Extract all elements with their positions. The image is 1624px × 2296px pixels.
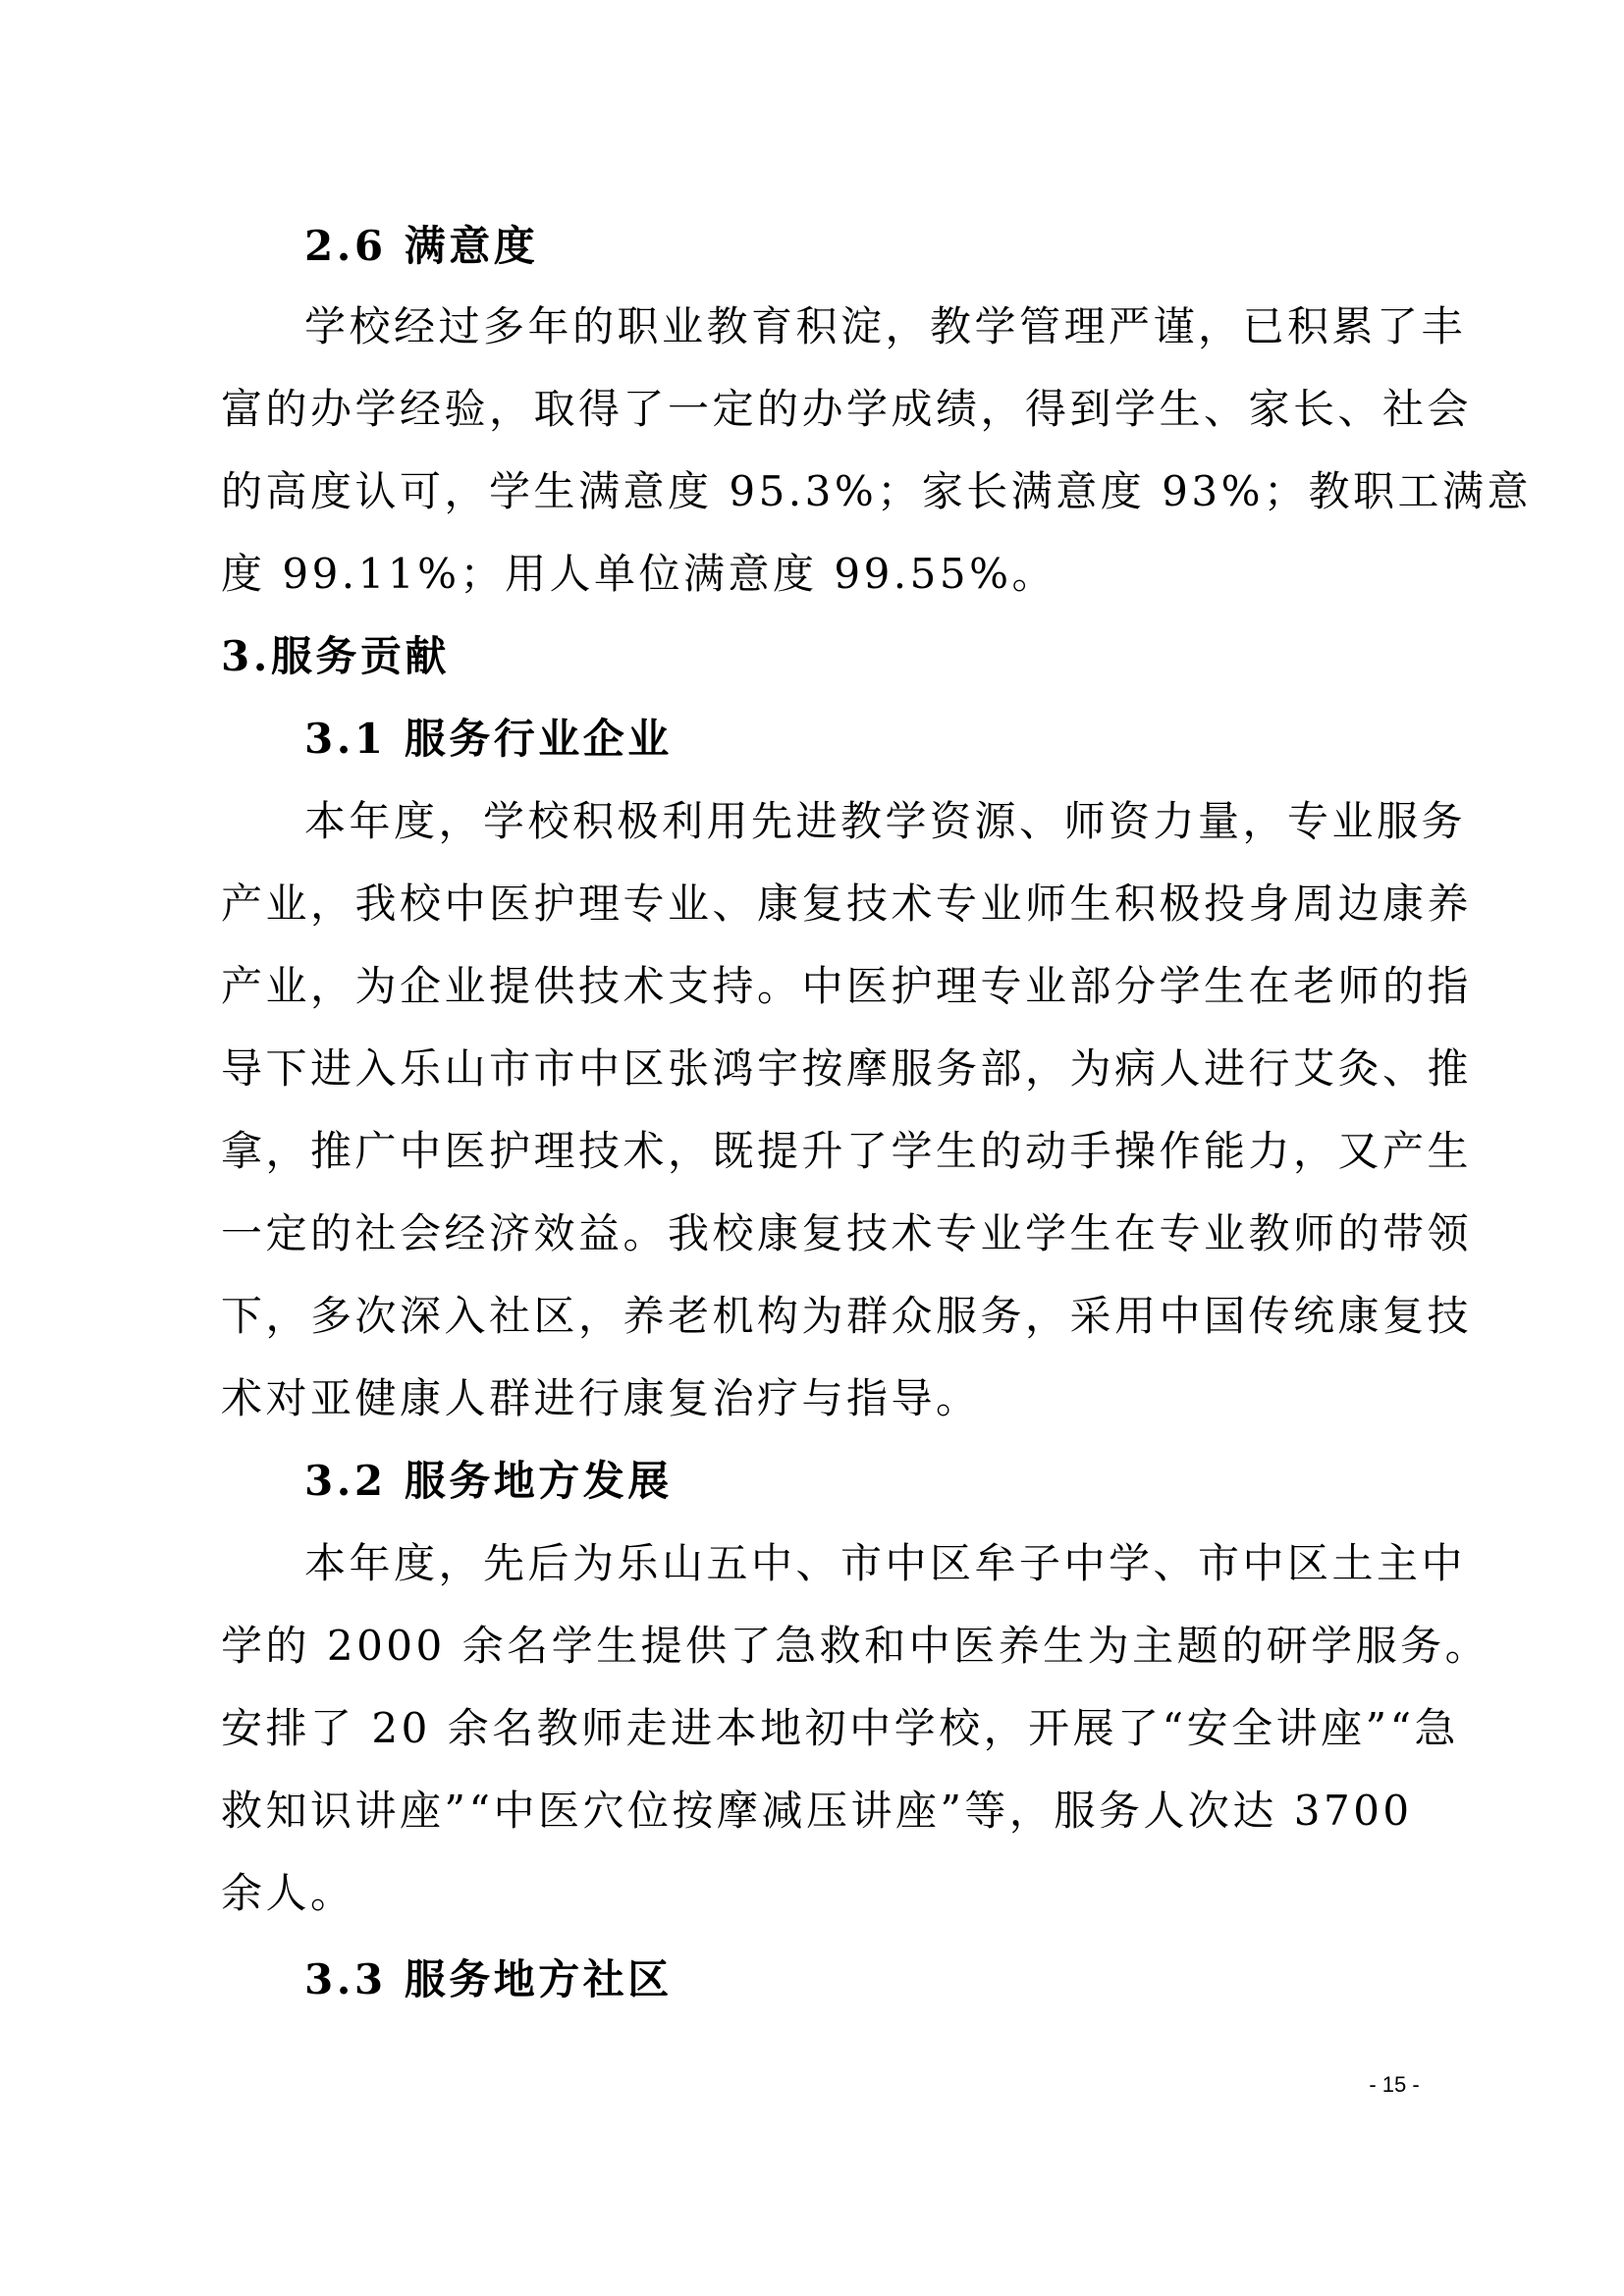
paragraph-line: 余人。 — [221, 1869, 355, 1917]
paragraph-line: 下，多次深入社区，养老机构为群众服务，采用中国传统康复技 — [221, 1292, 1473, 1340]
paragraph-line: 导下进入乐山市市中区张鸿宇按摩服务部，为病人进行艾灸、推 — [221, 1044, 1473, 1093]
section-heading-3: 3.服务贡献 — [221, 632, 450, 680]
paragraph-line: 度 99.11%；用人单位满意度 99.55%。 — [221, 550, 1056, 598]
paragraph-line: 产业，为企业提供技术支持。中医护理专业部分学生在老师的指 — [221, 962, 1473, 1010]
paragraph-line: 救知识讲座”“中医穴位按摩减压讲座”等，服务人次达 3700 — [221, 1787, 1413, 1835]
paragraph-line: 一定的社会经济效益。我校康复技术专业学生在专业教师的带领 — [221, 1209, 1473, 1257]
section-heading-3-3: 3.3 服务地方社区 — [304, 1955, 673, 2003]
paragraph-line: 拿，推广中医护理技术，既提升了学生的动手操作能力，又产生 — [221, 1127, 1473, 1175]
paragraph-line: 本年度，学校积极利用先进教学资源、师资力量，专业服务 — [304, 797, 1467, 845]
paragraph-line: 富的办学经验，取得了一定的办学成绩，得到学生、家长、社会 — [221, 385, 1473, 433]
section-heading-3-1: 3.1 服务行业企业 — [304, 715, 673, 763]
section-heading-3-2: 3.2 服务地方发展 — [304, 1457, 673, 1505]
page-number: - 15 - — [1369, 2072, 1420, 2097]
paragraph-line: 安排了 20 余名教师走进本地初中学校，开展了“安全讲座”“急 — [221, 1704, 1460, 1752]
paragraph-line: 的高度认可，学生满意度 95.3%；家长满意度 93%；教职工满意 — [221, 467, 1532, 515]
section-heading-2-6: 2.6 满意度 — [304, 222, 539, 270]
paragraph-line: 产业，我校中医护理专业、康复技术专业师生积极投身周边康养 — [221, 880, 1473, 928]
paragraph-line: 学校经过多年的职业教育积淀，教学管理严谨，已积累了丰 — [304, 302, 1467, 350]
paragraph-line: 学的 2000 余名学生提供了急救和中医养生为主题的研学服务。 — [221, 1622, 1490, 1670]
paragraph-line: 术对亚健康人群进行康复治疗与指导。 — [221, 1374, 981, 1422]
paragraph-line: 本年度，先后为乐山五中、市中区牟子中学、市中区土主中 — [304, 1539, 1467, 1587]
